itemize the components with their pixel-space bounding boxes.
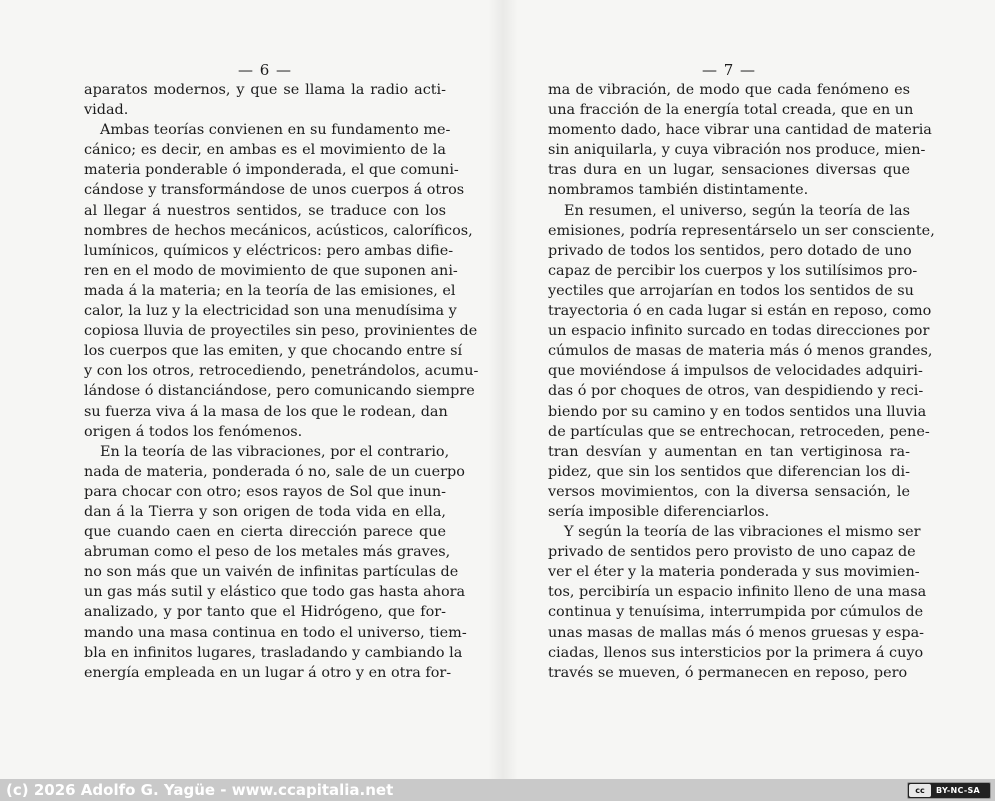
left-page xyxy=(84,60,479,683)
text-line: una fracción de la energía total creada, que en un xyxy=(548,102,914,119)
text-line: de partículas que se entrechocan, retroceden, pene- xyxy=(548,423,930,440)
right-page xyxy=(548,60,935,683)
text-line: biendo por su camino y en todos sentidos una lluvia xyxy=(548,403,927,420)
text-line: emisiones, podría representárselo un ser consciente, xyxy=(548,222,935,239)
text-line: lumínicos, químicos y eléctricos: pero ambas difie- xyxy=(84,242,454,259)
text-line: momento dado, hace vibrar una cantidad de materia xyxy=(548,122,932,139)
footer-bar xyxy=(0,779,995,801)
text-line: través se mueven, ó permanecen en reposo, pero xyxy=(548,664,908,681)
book-gutter xyxy=(488,0,518,779)
text-line: continua y tenuísima, interrumpida por cúmulos de xyxy=(548,604,924,621)
text-line: su fuerza viva á la masa de los que le rodean, dan xyxy=(84,403,448,420)
text-line: pidez, que sin los sentidos que diferencian los di- xyxy=(548,463,910,480)
text-line: los cuerpos que las emiten, y que chocando entre sí xyxy=(84,343,463,360)
text-line: mando una masa continua en todo el universo, tiem- xyxy=(84,624,467,641)
text-line: nombres de hechos mecánicos, acústicos, caloríficos, xyxy=(84,222,473,239)
text-line: no son más que un vaivén de infinitas partículas de xyxy=(84,564,459,581)
text-line: En resumen, el universo, según la teoría de las xyxy=(564,202,910,219)
text-line: das ó por choques de otros, van despidiendo y reci- xyxy=(548,383,924,400)
text-line: Y según la teoría de las vibraciones el mismo ser xyxy=(564,524,921,541)
text-line: privado de sentidos pero provisto de uno capaz de xyxy=(548,544,916,561)
text-line: analizado, y por tanto que el Hidrógeno, que for- xyxy=(84,604,446,621)
text-line: ma de vibración, de modo que cada fenómeno es xyxy=(548,82,910,98)
page-text xyxy=(548,80,935,683)
text-line: un espacio infinito surcado en todas direcciones por xyxy=(548,323,930,340)
text-line: Ambas teorías convienen en su fundamento me- xyxy=(100,122,451,139)
text-line: abruman como el peso de los metales más graves, xyxy=(84,544,451,561)
page-number: — 6 — xyxy=(237,61,293,79)
text-line: versos movimientos, con la diversa sensación, le xyxy=(548,483,910,500)
text-line: que cuando caen en cierta dirección parece que xyxy=(84,524,446,541)
text-line: calor, la luz y la electricidad son una menudísima y xyxy=(84,303,457,320)
text-line: tras dura en un lugar, sensaciones diversas que xyxy=(548,162,910,179)
text-line: nada de materia, ponderada ó no, sale de un cuerpo xyxy=(84,463,465,480)
text-line: y con los otros, retrocediendo, penetrándolos, acumu- xyxy=(84,363,479,380)
text-line: nombramos también distintamente. xyxy=(548,182,809,199)
text-line: origen á todos los fenómenos. xyxy=(84,423,303,440)
text-line: que moviéndose á impulsos de velocidades adquiri- xyxy=(548,363,923,380)
cc-icon: cc xyxy=(909,784,931,797)
text-line: unas masas de mallas más ó menos gruesas y espa- xyxy=(548,624,925,641)
text-line: cándose y transformándose de unos cuerpos á otros xyxy=(84,182,465,199)
text-line: mada á la materia; en la teoría de las emisiones, el xyxy=(84,282,456,299)
text-line: cúmulos de masas de materia más ó menos grandes, xyxy=(548,343,933,360)
text-line: materia ponderable ó imponderada, el que comuni- xyxy=(84,162,459,179)
text-line: tos, percibiría un espacio infinito lleno de una masa xyxy=(548,584,927,601)
text-line: trayectoria ó en cada lugar si están en reposo, como xyxy=(548,303,932,320)
text-line: ver el éter y la materia ponderada y sus movimien- xyxy=(548,564,920,581)
text-line: para chocar con otro; esos rayos de Sol que inun- xyxy=(84,483,446,500)
page-text xyxy=(84,80,479,683)
cc-license-badge xyxy=(907,782,991,799)
page-number: — 7 — xyxy=(701,61,757,79)
text-line: al llegar á nuestros sentidos, se traduce con los xyxy=(84,202,446,219)
text-line: ciadas, llenos sus intersticios por la primera á cuyo xyxy=(548,644,924,661)
text-line: privado de todos los sentidos, pero dotado de uno xyxy=(548,242,912,259)
copyright-text: (c) 2026 Adolfo G. Yagüe - www.ccapitalia.net xyxy=(6,781,394,799)
text-line: aparatos modernos, y que se llama la radio acti- xyxy=(84,82,446,98)
license-label: BY-NC-SA xyxy=(936,786,981,795)
text-line: En la teoría de las vibraciones, por el contrario, xyxy=(100,443,450,460)
text-line: capaz de percibir los cuerpos y los sutilísimos pro- xyxy=(548,262,918,279)
text-line: bla en infinitos lugares, trasladando y cambiando la xyxy=(84,644,463,661)
text-line: dan á la Tierra y son origen de toda vida en ella, xyxy=(84,503,446,520)
text-line: tran desvían y aumentan en tan vertiginosa ra- xyxy=(548,443,910,460)
text-line: sin aniquilarla, y cuya vibración nos produce, mien- xyxy=(548,142,926,159)
text-line: energía empleada en un lugar á otro y en otra for- xyxy=(84,664,452,681)
text-line: lándose ó distanciándose, pero comunicando siempre xyxy=(84,383,475,400)
text-line: sería imposible diferenciarlos. xyxy=(548,503,770,520)
text-line: vidad. xyxy=(84,102,129,119)
text-line: cánico; es decir, en ambas es el movimiento de la xyxy=(84,142,446,159)
text-line: yectiles que arrojarían en todos los sentidos de su xyxy=(548,282,914,299)
text-line: ren en el modo de movimiento de que suponen ani- xyxy=(84,262,458,279)
text-line: un gas más sutil y elástico que todo gas hasta ahora xyxy=(84,584,466,601)
text-line: copiosa lluvia de proyectiles sin peso, provinientes de xyxy=(84,323,478,340)
